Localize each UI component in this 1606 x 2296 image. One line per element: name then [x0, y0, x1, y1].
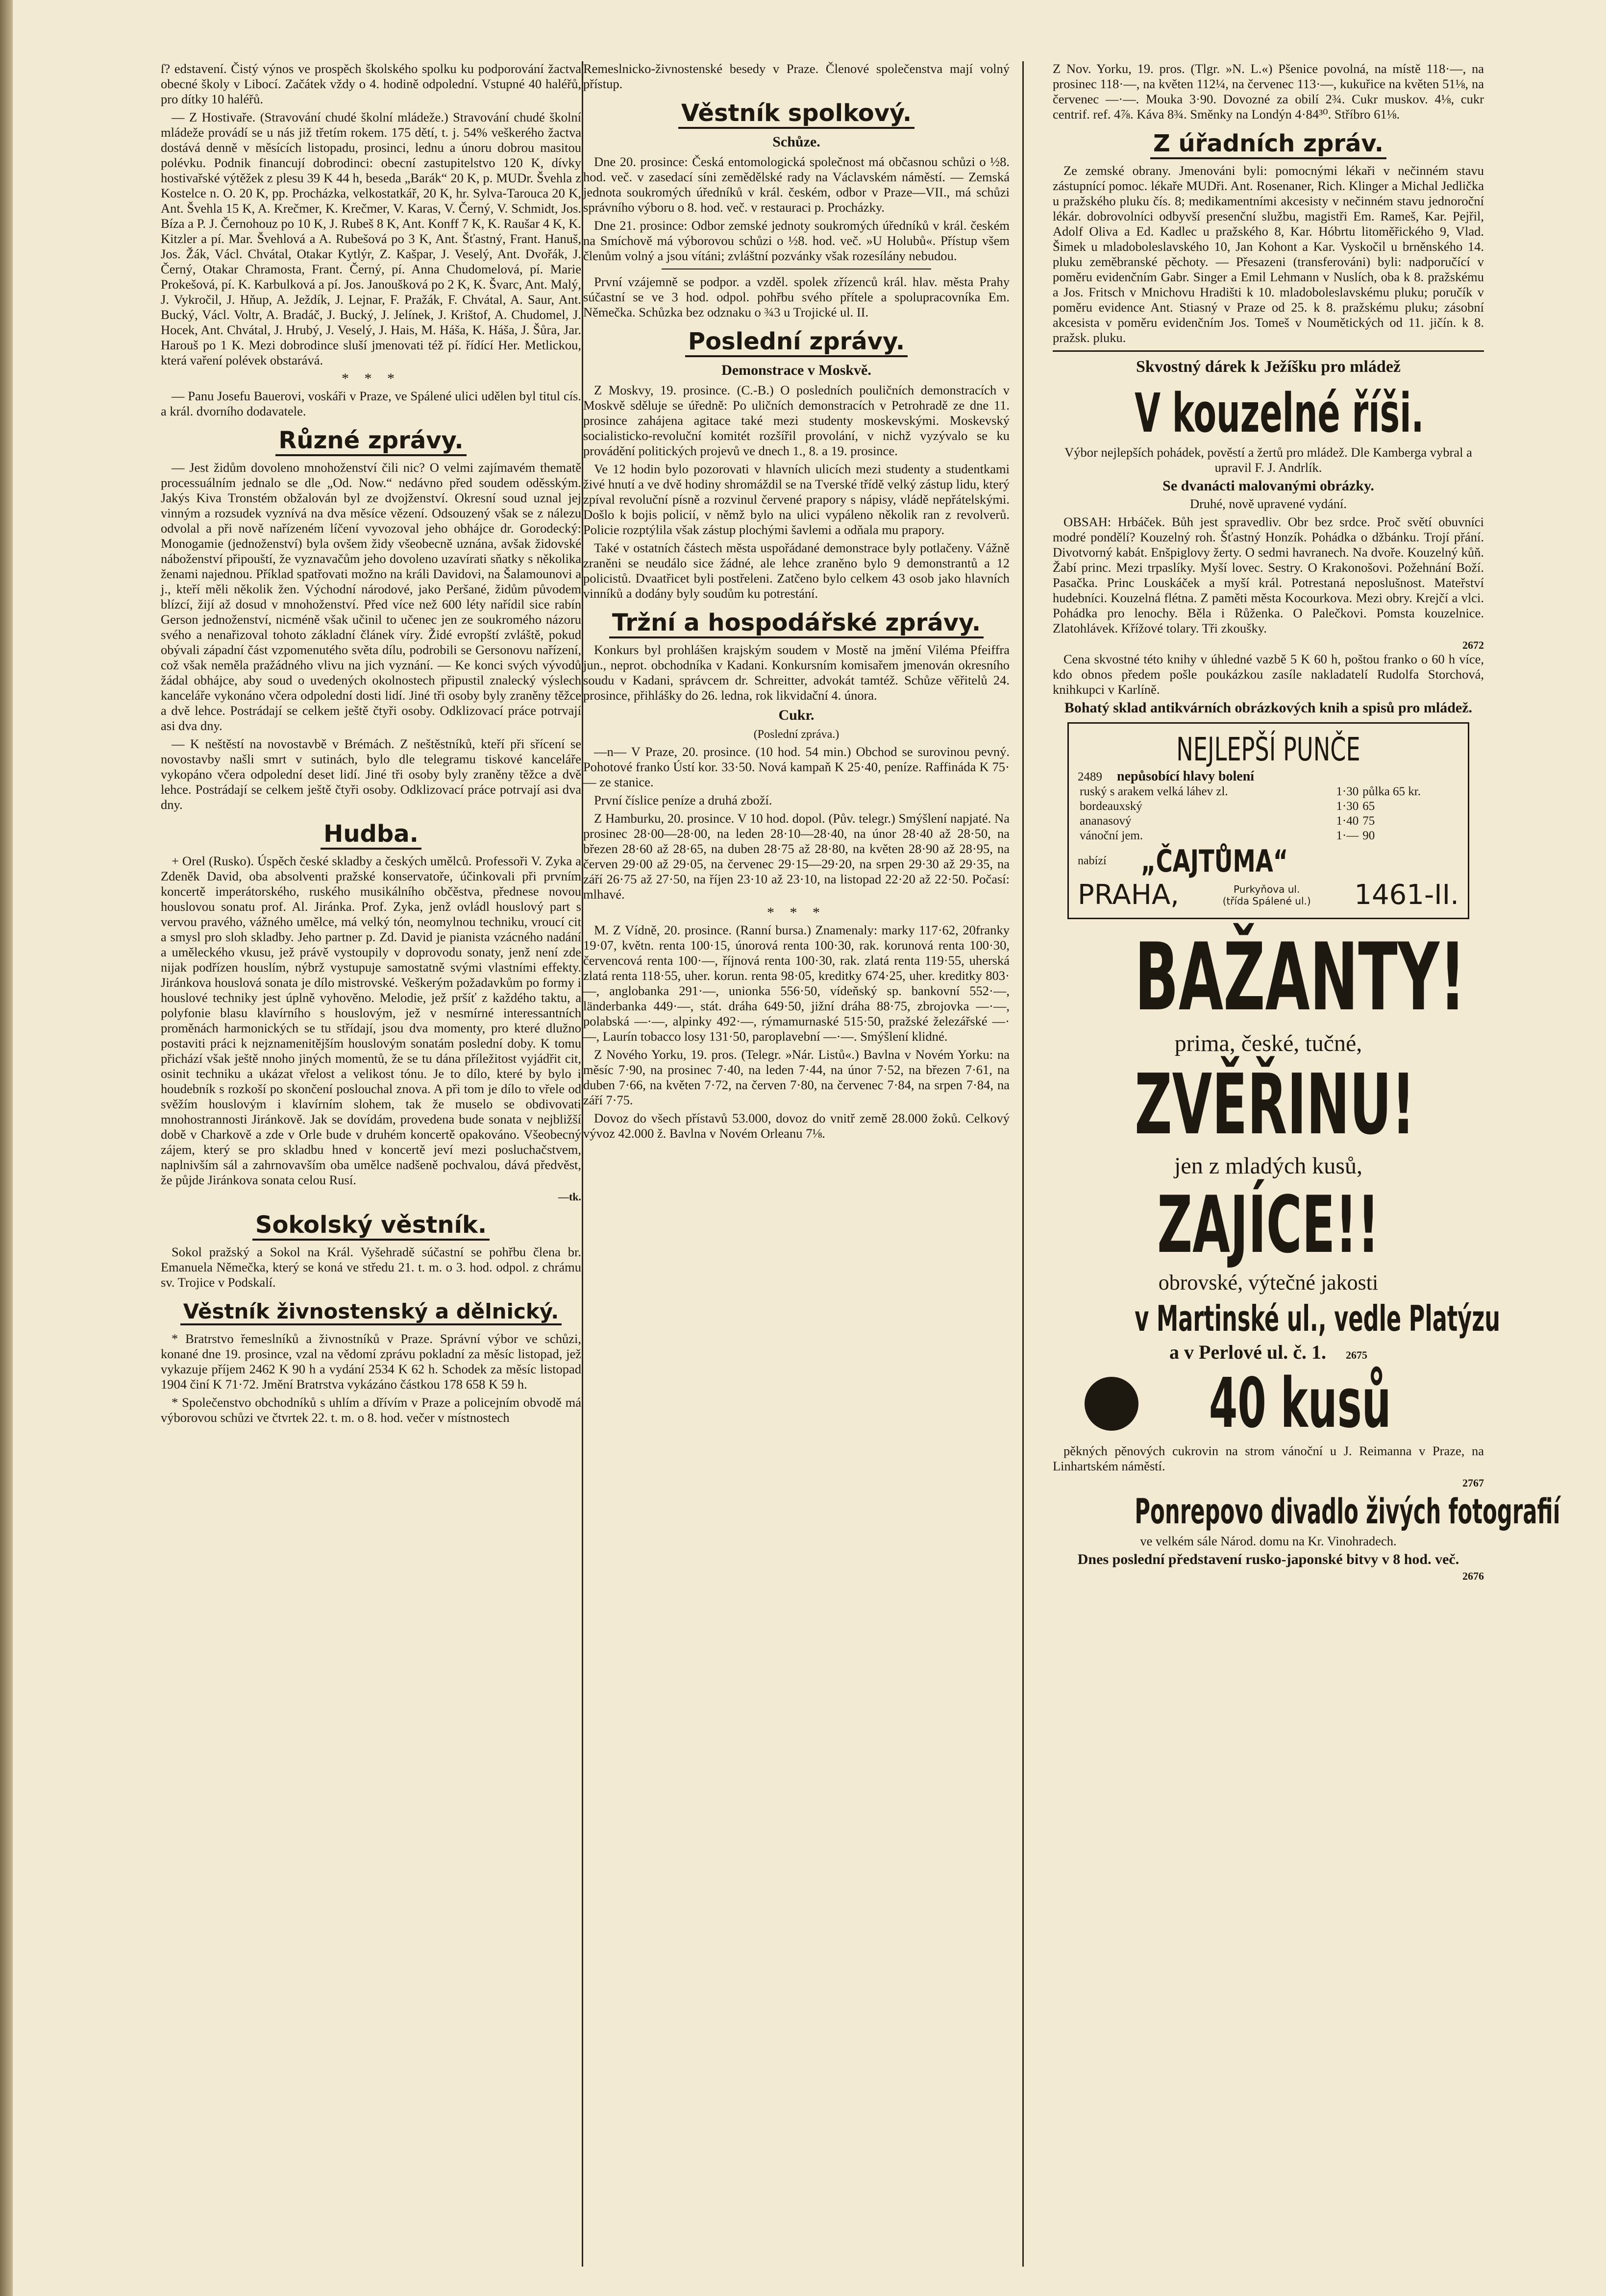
- heading-trzni-zpravy: Tržní a hospodářské zprávy.: [583, 608, 1010, 637]
- ad-number: 2675: [1345, 1349, 1367, 1361]
- ad-punce-address: PRAHA, Purkyňova ul. (třída Spálené ul.) 1461-II.: [1078, 879, 1459, 911]
- ad-text: Výbor nejlepších pohádek, pověstí a žertů pro mládež. Dle Kamberga vybral a upravil F. J. Andrlík.: [1064, 445, 1472, 475]
- ad-punce-table: [1078, 784, 1459, 843]
- ad-cena: Cena skvostné této knihy v úhledné vazbě 5 K 60 h, poštou franko o 60 h více, kdo obnos předem pošle poukázkou zasíle nakladatelí Rudolfa Storchová, knihkupci v Karlíně.: [1053, 652, 1484, 697]
- article-text: ſ? edstavení. Čistý výnos ve prospěch školského spolku ku podporování žactva obecné školy v Libocí. Začátek vždy o 4. hodině odpolední. Vstupné 40 haléřů, pro dítky 10 haléřů.: [161, 61, 581, 106]
- heading-vestnik-spolkovy: Věstník spolkový.: [583, 98, 1010, 128]
- ad-kouzelna-risi-head: Skvostný dárek k Ježíšku pro mládež: [1136, 358, 1401, 376]
- table-row: bordeauxský 1·30 65: [1080, 800, 1375, 813]
- article-sokol: Sokol pražský a Sokol na Král. Vyšehradě súčastní se pohřbu člena br. Emanuela Němečka, který se koná ve středu 21. t. m. o 3. hod. odpol. z chrámu sv. Trojice v Podskalí.: [161, 1245, 581, 1290]
- article-bremy: — K neštěstí na novostavbě v Brémách. Z neštěstníků, kteří při sřícení se novostavby našli smrt v sutinách, bylo dle telegramu tiskové kanceláře vykopáno včera odpolední deset lidí. Jiné tři osoby byly zraněny těžce a dvě lehce. Postrádají se celkem ještě čtyři osoby. Odklizovací práce potrvají asi dva dny.: [161, 736, 581, 812]
- heading-posledni-zpravy: Poslední zprávy.: [583, 327, 1010, 356]
- ad-text: ve velkém sále Národ. domu na Kr. Vinohradech.: [1140, 1534, 1397, 1548]
- ad-text: pěkných pěnových cukrovin na strom vánoční u J. Reimanna v Praze, na Linhartském náměstí.: [1053, 1443, 1484, 1473]
- ad-number: 2676: [1462, 1570, 1484, 1582]
- article-new-york: Z Nového Yorku, 19. pros. (Telegr. »Nár. Listů«.) Bavlna v Novém Yorku: na měsíc 7·90, na prosinec 7·40, na leden 7·44, na únor 7·52, na březen 7·61, na duben 7·66, na květen 7·72, na červen 7·80, na červenec 7·84, na srpen 7·84, na září 7·75.: [583, 1047, 1010, 1107]
- article-schuze-21: Dne 21. prosince: Odbor zemské jednoty soukromých úředníků v král. českém na Smíchově má výborovou schůzi o ½8. hod. več. »U Holubů«. Přístup všem členům volný a jsou vítáni; zvláštní pozvánky však rozesílány nebudou.: [583, 218, 1010, 263]
- article-text: Remeslnicko-živnostenské besedy v Praze. Členové společenstva mají volný přístup.: [583, 61, 1010, 91]
- article-spolek-zrizencu: První vzájemně se podpor. a vzděl. spolek zřízenců král. hlav. města Prahy súčastní se ve 3 hod. odpol. pohřbu svého přítele a spolupracovníka Em. Němečka. Schůzka bez odznaku o ¾3 u Trojické ul. II.: [583, 274, 1010, 319]
- article-spolecenstvo: * Společenstvo obchodníků s uhlím a dřívím v Praze a policejním obvodě má výborovou schůzi ve čtvrtek 22. t. m. o 8. hod. večer v místnostech: [161, 1395, 581, 1425]
- ad-text: obrovské, výtečné jakosti: [1158, 1270, 1379, 1295]
- ad-text: nabízí: [1078, 855, 1107, 867]
- heading-z-uradnich-zprav: Z úřadních zpráv.: [1053, 129, 1484, 158]
- article-bauer: — Panu Josefu Bauerovi, voskáři v Praze, ve Spálené ulici udělen byl titul cís. a král. dvorního dodavatele.: [161, 389, 581, 418]
- column-left: [161, 61, 581, 2267]
- article-cukr-note: První číslice peníze a druhá zboží.: [594, 793, 772, 807]
- table-row: ruský s arakem velká láhev zl. 1·30 půlka 65 kr.: [1080, 785, 1421, 798]
- ad-number: 2489: [1078, 770, 1102, 783]
- subheading-demonstrace: Demonstrace v Moskvě.: [721, 362, 871, 378]
- article-viden: M. Z Vídně, 20. prosince. (Ranní bursa.) Znamenaly: marky 117·62, 20franky 19·07, květn. renta 100·15, únorová renta 100·30, rak. korunová renta 100·30, červencová renta 100·—, říjnová renta 100·30, rak. zlatá renta 119·55, uherská zlatá renta 118·55, uher. korun. renta 98·05, kreditky 674·25, uher. kreditky 803·—, anglobanka 291·—, unionka 556·50, vídeňský sp. bankovní 552·—, länderbanka 449·—, stát. dráha 649·50, jižní dráha 88·75, zbrojovka —·—, polabská —·—, alpinky 492·—, rýmamurnaské 515·50, pražské železářské —·—, Laurín tobacco losy 131·50, paroplavební —·—. Smýšlení klidné.: [583, 923, 1010, 1044]
- article-moskva: Z Moskvy, 19. prosince. (C.-B.) O posledních pouličních demonstracích v Moskvě sděluje se úředně: Po uličních demonstracích v Petrohradě ze dne 11. prosince zahájena agitace také mezi studenty moskevskými. Moskevský socialisticko-revoluční komitét rozšířil provolání, v nichž vyzývalo se ku provádění politických projevů ve dnech 1., 8. a 19. prosince.: [583, 383, 1010, 458]
- ad-punce-brand: „ČAJTŮMA“: [1140, 843, 1288, 879]
- ad-punce-head: nepůsobící hlavy bolení: [1117, 769, 1255, 784]
- ad-bazanty-title: BAŽANTY!: [1135, 923, 1466, 1031]
- heading-sokolsky-vestnik: Sokolský věstník.: [161, 1210, 581, 1240]
- ad-number: 2672: [1462, 639, 1484, 651]
- ad-obsah: OBSAH: Hrbáček. Bůh jest spravedliv. Obr bez srdce. Proč světí obuvníci modré pondělí? Kouzelný roh. Šťastný Honzík. Pohádka o džbánku. Trojí přání. Divotvorný kabát. Enšpiglovy žerty. O sedmi havranech. Na dvoře. Kouzelný kůň. Žabí princ. Mezi trpaslíky. Myší loveс. Sestry. O Krakonošovi. Požehnání Boží. Pasačka. Princ Louskáček a myší král. Potrestaná neposlušnost. Mateřství hudebníci. Kouzelná flétna. Z paměti města Kocourkova. Mezi obry. Krejčí a vlci. Pohádka pro lenochy. Běla i Růženka. O Palečkovi. Pomsta kouzelnice. Zlatohlávek. Křížové tolary. Tři zkoušky.: [1053, 514, 1484, 635]
- article-konkurs: Konkurs byl prohlášen krajským soudem v Mostě na jmění Viléma Pfeiffra jun., neprot. obchodníka v Kadani. Konkursním komisařem jmenován okresního soudu v Kadani, správcem dr. Schreitter, advokát tamtéž. Schůze věřitelů 24. prosince, přihlášky do 26. ledna, rok likvidační 4. února.: [583, 642, 1010, 703]
- article-orel: + Orel (Rusko). Úspěch české skladby a českých umělců. Professoři V. Zyka a Zdeněk David, oba absolventi pražské konservatoře, účinkovali při prvním koncertě imperátorského, ruského musikálního občěstva, přednese novou houslovou sonatu prof. Al. Jiránka. Prof. Zyka, jenž ovládl houslový part s vervou pravého, vážného umělce, má velký tón, neomylnou techniku, vroucí cit a smysl pro sloh skladby. Jeho partner p. Zd. David je pianista vzácného nadání a uměleckého vkusu, jež právě vystoupily v doprovodu sonaty, jenž není zde nijak podřízen houslím, nýbrž vystupuje samostatně svými vlastními effekty. Jiránkova houslová sonata je dílo mistrovské. Veškerým požadavkům po formy i houslové techniky jest úplně vyhověno. Melodie, jež pršíť z každého taktu, a polyfonie blasu klavírního s houslovým, jež v nesmírné interessantních proměnách harmonických se tu střídají, jsou dva momenty, pro které dlužno postaviti práci k nejznamenitějším houslovým sonatám poslední doby. K tomu přichází však ještě nnoho jiných momentů, že se tu dána příležitost vyjádřit cit, osinit techniku a ukázat vřelost a velikost tónu. Je to dílo, které by bylo i houdebník s rozkoší po skončení poslouchal znova. A při tom je dílo to vřele od svěžím houslovým i klavírním slohem, tak že muselo se obdivovati mnohostrannosti Jiránkově. Jak se dovídám, provedena bude sonata v nejbližší době v Charkově a zde v Orle bude v druhém koncertě opakováno. Všeobecný zájem, který se pro skladbu hned v koncertě jeví mezi posluchačstvem, naplnivším sál a zahrnovavším oba umělce nadšeně pochvalou, dává předvěst, že půjde Jiránkova sonata celou Rusí.: [161, 854, 581, 1187]
- separator: [1053, 350, 1484, 352]
- heading-hudba: Hudba.: [161, 819, 581, 849]
- ad-40-kusu-title: 40 kusů: [1209, 1364, 1391, 1443]
- article-moskva-2: Ve 12 hodin bylo pozorovati v hlavních ulicích mezi studenty a studentkami živé hnutí a ve dvě hodiny shromáždil se na Tverské třídě velký zástup lidu, který zpíval revoluční písně a rozvinul červené prapory s nápisy, vládě nepřátelskými. Došlo k bojis policií, v němž bylo na ulici vypáleno několik ran z revolverů. Policie rozptýlila však zástup plochými šavlemi a odňala mu prapory.: [583, 462, 1010, 537]
- article-new-york-psenice: Z Nov. Yorku, 19. pros. (Tlgr. »N. L.«) Pšenice povolná, na místě 118·—, na prosinec 118·—, na květen 112¼, na červenec 113·—, kukuřice na květen 51⅛, na červenec —·—. Mouka 3·90. Dovozné za obilí 2¾. Cukr muskov. 4⅛, cukr centrif. ref. 4⅞. Káva 8¾. Směnky na Londýn 4·84³⁰. Stříbro 61⅛.: [1053, 61, 1484, 122]
- ad-ponrepo-foot: Dnes poslední představení rusko-japonské bitvy v 8 hod. več.: [1077, 1551, 1459, 1567]
- signature: —tk.: [558, 1191, 581, 1203]
- article-hamburk: Z Hamburku, 20. prosince. V 10 hod. dopol. (Pův. telegr.) Smýšlení napjaté. Na prosinec 28·00—28·00, na leden 28·10—28·40, na únor 28·40 až 28·50, na březen 28·60 až 28·65, na duben 28·75 až 28·80, na květen 28·90 až 28·95, na červen 29·00 až 29·05, na červenec 29·15—29·20, na srpen 29·30 až 29·35, na září 26·75 až 27·50, na říjen 23·10 až 23·10, na listopad 22·20 až 22·50. Počasí: mlhavé.: [583, 811, 1010, 902]
- ad-text: Se dvanácti malovanými obrázky.: [1162, 478, 1374, 494]
- article-bratrstvo: * Bratrstvo řemeslníků a živnostníků v Praze. Správní výbor ve schůzi, konané dne 19. prosince, vzal na vědomí zprávu pokladní za měsíc listopad, jež vykazuje příjem 2462 K 90 h a vydání 2534 K 62 h. Schodek za měsíc listopad 1904 činí K 71·72. Jmění Bratrstva vykázáno částkou 178 658 K 59 h.: [161, 1331, 581, 1392]
- article-cukr-praha: —n— V Praze, 20. prosince. (10 hod. 54 min.) Obchod se surovinou pevný. Pohotové franko Ústí kor. 33·50. Nová kampaň K 25·40, peníze. Raffináda K 75·— ze stanice.: [583, 744, 1010, 789]
- bullet-icon: [1085, 1377, 1138, 1431]
- ad-antikvar: Bohatý sklad antikvárních obrázkových knih a spisů pro mládež.: [1064, 700, 1473, 716]
- subheading-posledni-zprava: (Poslední zpráva.): [753, 728, 840, 741]
- ad-text: v Martinské ul., vedle Platýzu: [1135, 1298, 1501, 1339]
- ad-text: Druhé, nově upravené vydání.: [1189, 496, 1347, 511]
- table-row: ananasový 1·40 75: [1080, 814, 1375, 828]
- column-rule: [1022, 61, 1024, 2267]
- ad-40-kusu: [1053, 1364, 1484, 1443]
- ad-zverinu-title: ZVĚŘINU!: [1135, 1056, 1415, 1153]
- article-mnohozenstvi: — Jest židům dovoleno mnohoženství čili nic? O velmi zajímavém thematě processuálním jednalo se dle „Od. Now.“ nedávno před soudem oděsským. Jakýs Kiva Tronstém obžalován byl ze dvojženství. Okresní soud uznal jej vinným a rozsudek vyznívá na dva měsíce vězení. Odsouzený však se z nálezu odvolal a při nově nařízeném líčení vyvozoval jeho obhájce dr. Gorodecký: Monogamie (jednoženství) byla ovšem židy všeobecně uznána, avšak židovské náboženství připouští, že vyznavačům jeho dovoleno uzavírati sňatky s několika ženami najednou. Příklad spatřovati možno na králi Davidovi, na Šalamounovi a j., kteří měli několik žen. Východní národové, jako Peršané, židům původem blízcí, žijí až dosud v mnohoženství. Před více než 600 léty nařídil sice rabín Gerson jednoženství, nicméně však učinil to učenec jen ze soukromého názoru svého a nenařizoval tohoto základní článek víry. Židé evropští zvláště, pokud obývali západní část vzpomenutého světa dílu, podrobili se Gersonovu nařízení, což však neměla pražádného vlivu na jich vyznání. — Ke konci svých vývodů žádal obhájce, aby soud o uvedených okolnostech připustil znalecký výslech kanceláře vykonáno včera odpolední dosti lidí. Jiné tři osoby byly zraněny těžce a dvě lehce. Postrádají se celkem ještě čtyři osoby. Odklizovací práce potrvají asi dva dny.: [161, 460, 581, 733]
- binding-spine: [0, 0, 13, 2296]
- ad-text: prima, české, tučné,: [1174, 1030, 1362, 1056]
- column-right: [1053, 61, 1560, 2267]
- ad-ponrepo-title: Ponrepovo divadlo živých fotografií: [1135, 1491, 1560, 1532]
- subheading-cukr: Cukr.: [778, 707, 815, 723]
- ad-kouzelna-risi-title: V kouzelné říši.: [1135, 382, 1424, 444]
- ad-number: 2767: [1462, 1477, 1484, 1489]
- article-schuze-20: Dne 20. prosince: Česká entomologická společnost má občasnou schůzi o ½8. hod. več. v zasedací síni zemědělské rady na Václavském náměstí. — Zemská jednota soukromých úředníků v král. českém, odbor v Praze—VII., má schůzi správního výboru o 8. hod. več. v restauraci p. Procházky.: [583, 154, 1010, 215]
- ad-punce-box: [1067, 722, 1469, 919]
- article-new-york-2: Dovoz do všech přístavů 53.000, dovoz do vnitř země 28.000 žoků. Celkový vývoz 42.000 ž. Bavlna v Novém Orleanu 7⅛.: [583, 1111, 1010, 1141]
- article-hostivar: — Z Hostivaře. (Stravování chudé školní mládeže.) Stravování chudé školní mládeže provádí se u nás již třetím rokem. 175 dětí, t. j. 54% veškerého žactva dostává denně v měsících listopadu, prosinci, lednu a únoru dobrou masitou polévku. Podnik financují dobrodinci: obecní zastupitelstvo 120 K, dívky hostivařské výtěžek z plesu 39 K 44 h, beseda „Barák“ 20 K, p. MUDr. Švehla z Kostelce n. O. 20 K, pp. Procházka, velkostatkář, 20 K, hr. Sylva-Tarouca 20 K, Ant. Švehla 15 K, A. Krečmer, K. Krečmer, V. Karas, V. Černý, V. Schmidt, Jos. Bíza a P. J. Černohouz po 10 K, J. Rubeš 8 K, Ant. Konff 7 K, K. Raušar 4 K, K. Kitzler a pí. Mar. Švehlová a A. Rubešová po 3 K, Ant. Šťastný, Frant. Hanuš, Jos. Žák, Václ. Chvátal, Otakar Kytlýr, Z. Kašpar, J. Veselý, Ant. Dvořák, J. Černý, Otakar Chramosta, Frant. Černý, pí. Anna Chudomelová, pí. Marie Prokešová, pí. K. Karbulková a pí. Jos. Janoušková po 2 K, K. Švarc, Ant. Malý, J. Vykročil, J. Hňup, A. Ježdík, J. Lejnar, F. Pražák, F. Chvátal, A. Saur, Ant. Bucký, Václ. Voltr, A. Bradáč, J. Bucký, J. Jelínek, J. Krištof, A. Chudomel, J. Hocek, Ant. Chvátal, J. Hrubý, J. Veselý, J. Hais, M. Háša, K. Háša, J. Šůra, Jar. Harouš po 1 K. Mezi dobrodince sluší jmenovati též pí. řídící Her. Metlickou, která vaření polévek obstarává.: [161, 110, 581, 367]
- ad-punce-title: NEJLEPŠÍ PUNČE: [1176, 731, 1360, 768]
- section-stars: * * *: [342, 370, 400, 387]
- article-moskva-3: Také v ostatních částech města uspořádané demonstrace byly potlačeny. Vážně zraněni se neudálo sice žádné, ale lehce zraněno bylo 9 demonstrantů a 12 policistů. Dvaatřicet byli postřeleni. Zatčeno bylo celkem 43 osob jako hlavních vinníků a dodány byly soudům ku potrestání.: [583, 540, 1010, 601]
- ad-zajice-title: ZAJÍCE!!: [1157, 1179, 1380, 1270]
- heading-ruzne-zpravy: Různé zprávy.: [161, 426, 581, 455]
- ad-text: jen z mladých kusů,: [1174, 1153, 1362, 1179]
- column-middle: [583, 61, 1010, 2267]
- heading-vestnik-zivnostensky: Věstník živnostenský a dělnický.: [161, 1297, 581, 1326]
- subheading-schuze: Schůze.: [772, 134, 820, 150]
- article-zemska-obrana: Ze zemské obrany. Jmenováni byli: pomocnými lékaři v nečinném stavu zástupnící pomoc. lékaře MUDři. Ant. Rosenaner, Rich. Klinger a Michal Jedlička u pražského pluku čís. 8; medikamentními akcesisty v nečinném stavu jednoroční lékár. dobrovolníci odbyvší presenční službu, magistři Em. Rameš, Kar. Pejřil, Adolf Oliva a Ed. Kadlec u pražského 8, Kar. Hóbrtu litoměřického 9, Vlad. Šimek u mladoboleslavského 10, Jan Kohont a Kar. Vyskočil u brněnského 14. pluku zeměbranské pěchoty. — Přesazeni (transferováni) byli: nadporučící v poměru evidenčním Gabr. Singer a Emil Lehmann v Nuslích, oba k 8. pražskému a Jos. Fritsch v Mnichovu Hradišti k 10. mladoboleslavskému pluku; poručík v poměru evidence Ant. Stiasný v Praze od 25. k 8. pražskému pluku; zásobní akcesista v poměru evidenčním Jos. Tomeš v Noumětických od 11. jičín. k 8. pražsk. pluku.: [1053, 163, 1484, 345]
- section-stars: * * *: [767, 904, 826, 921]
- ad-text: a v Perlové ul. č. 1.: [1169, 1341, 1326, 1363]
- table-row: vánoční jem. 1·— 90: [1080, 829, 1375, 842]
